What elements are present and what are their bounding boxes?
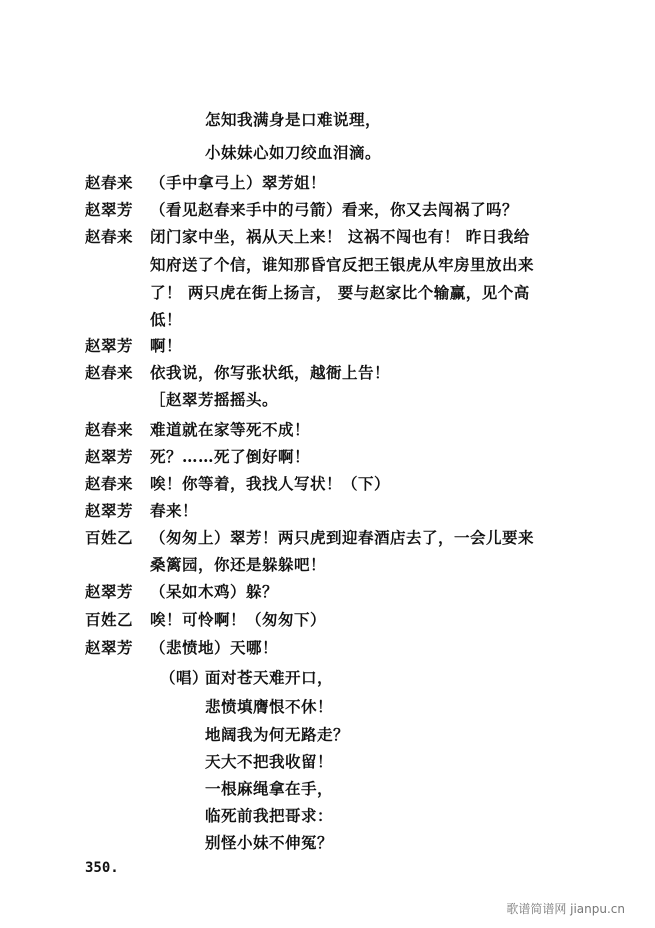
speaker-label: 赵翠芳 <box>85 447 134 466</box>
dialogue-line: 依我说，你写张状纸，越衙上告！ <box>150 363 391 382</box>
speaker-label: 赵翠芳 <box>85 501 134 520</box>
song-line: 一根麻绳拿在手， <box>205 779 334 798</box>
intro-line-2: 小妹妹心如刀绞血泪滴。 <box>205 143 382 162</box>
watermark: 歌谱简谱网 jianpu.cn <box>506 902 625 916</box>
dialogue-line: 知府送了个信，谁知那昏官反把王银虎从牢房里放出来 <box>150 255 535 274</box>
dialogue-line: 难道就在家等死不成！ <box>150 420 311 439</box>
speaker-label: 赵春来 <box>85 173 134 192</box>
speaker-label: 百姓乙 <box>85 528 134 547</box>
stage-direction: ［赵翠芳摇摇头。 <box>150 390 279 409</box>
dialogue-line: 春来！ <box>150 501 199 520</box>
song-line: 天大不把我收留！ <box>205 752 334 771</box>
dialogue-line: 唉！你等着，我找人写状！（下） <box>150 474 391 493</box>
sing-tag: （唱） <box>160 668 209 687</box>
song-line: 地阔我为何无路走？ <box>205 725 350 744</box>
speaker-label: 赵春来 <box>85 474 134 493</box>
speaker-label: 赵翠芳 <box>85 638 134 657</box>
song-line: 别怪小妹不伸冤？ <box>205 833 334 852</box>
dialogue-line: （匆匆上）翠芳！两只虎到迎春酒店去了，一会儿要来 <box>150 528 535 547</box>
dialogue-line: 唉！可怜啊！（匆匆下） <box>150 610 327 629</box>
song-line: 面对苍天难开口， <box>205 668 334 687</box>
speaker-label: 赵翠芳 <box>85 336 134 355</box>
song-line: 悲愤填膺恨不休！ <box>205 697 334 716</box>
speaker-label: 赵春来 <box>85 363 134 382</box>
intro-line-1: 怎知我满身是口难说理， <box>205 110 382 129</box>
dialogue-line: （悲愤地）天哪！ <box>150 638 279 657</box>
dialogue-line: 了！ 两只虎在街上扬言， 要与赵家比个输赢，见个高 <box>150 283 530 302</box>
speaker-label: 赵春来 <box>85 227 134 246</box>
dialogue-line: 闭门家中坐，祸从天上来！ 这祸不闯也有！ 昨日我给 <box>150 227 530 246</box>
dialogue-line: 桑篱园，你还是躲躲吧！ <box>150 555 327 574</box>
speaker-label: 赵春来 <box>85 420 134 439</box>
dialogue-line: （手中拿弓上）翠芳姐！ <box>150 173 327 192</box>
dialogue-line: （看见赵春来手中的弓箭）看来，你又去闯祸了吗？ <box>150 200 519 219</box>
dialogue-line: 低！ <box>150 310 183 329</box>
speaker-label: 赵翠芳 <box>85 582 134 601</box>
dialogue-line: 啊！ <box>150 336 183 355</box>
page-number: 350. <box>85 860 119 876</box>
song-line: 临死前我把哥求： <box>205 806 334 825</box>
speaker-label: 赵翠芳 <box>85 200 134 219</box>
dialogue-line: （呆如木鸡）躲？ <box>150 582 279 601</box>
dialogue-line: 死？……死了倒好啊！ <box>150 447 311 466</box>
speaker-label: 百姓乙 <box>85 610 134 629</box>
